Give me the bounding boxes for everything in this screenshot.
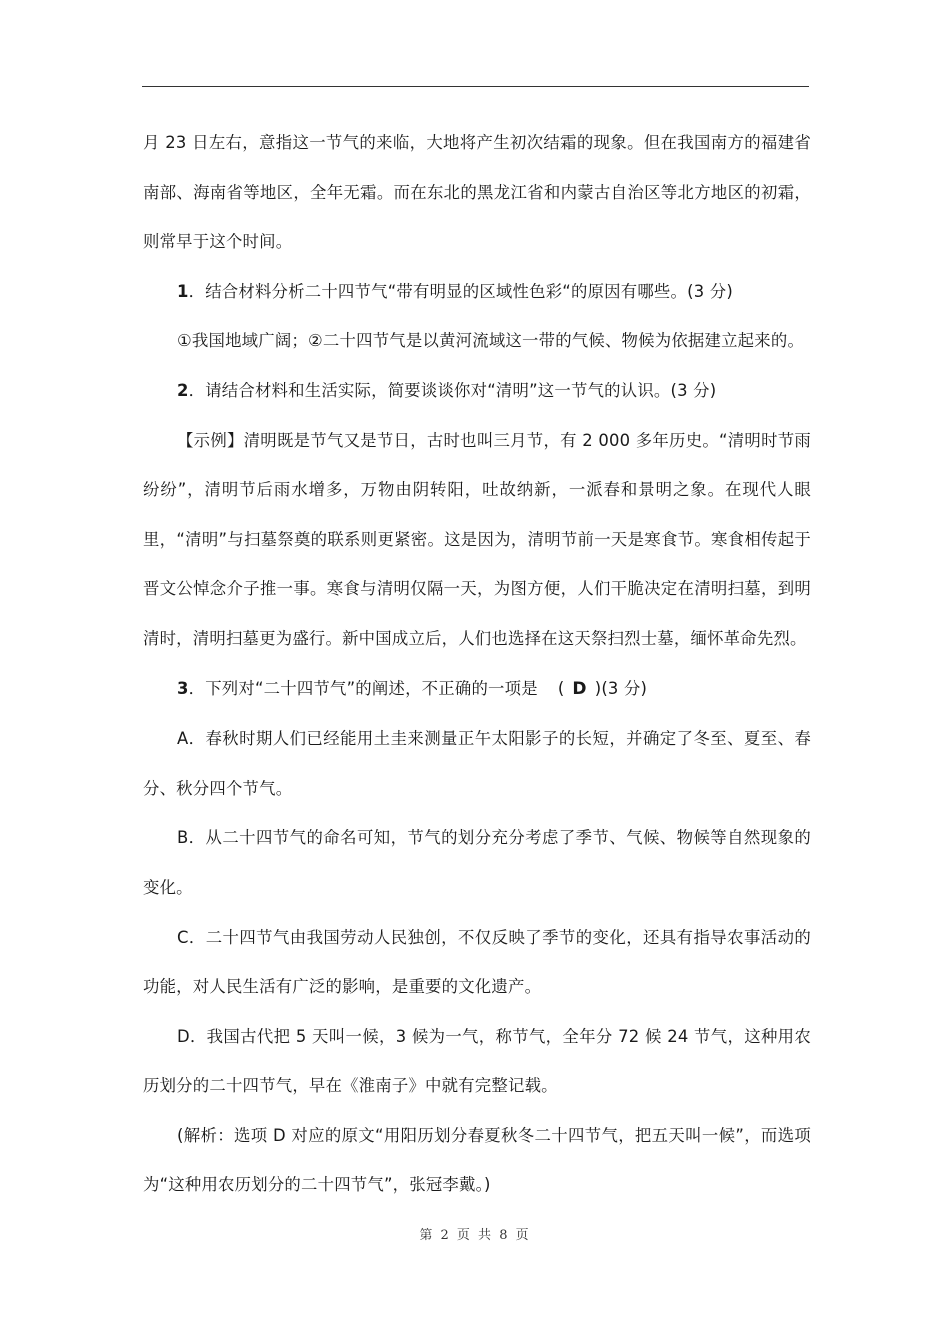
- option-d: D．我国古代把 5 天叫一候，3 候为一气，称节气，全年分 72 候 24 节气，这种用农历划分的二十四节气，早在《淮南子》中就有完整记载。: [143, 1026, 811, 1096]
- document-body: [143, 118, 811, 1210]
- option-a: A．春秋时期人们已经能用土圭来测量正午太阳影子的长短，并确定了冬至、夏至、春分、秋分四个节气。: [143, 729, 811, 798]
- header-rule: [142, 86, 809, 87]
- question-1-text: ．结合材料分析二十四节气“带有明显的区域性色彩“的原因有哪些。(3 分): [188, 281, 733, 301]
- question-3-number: 3: [177, 678, 189, 698]
- answer-paren-open: (: [557, 678, 565, 698]
- page-number: 第 2 页 共 8 页: [419, 1228, 531, 1243]
- question-3: [143, 664, 811, 715]
- question-2-answer: 【示例】清明既是节气又是节日，古时也叫三月节，有 2 000 多年历史。“清明时节雨纷纷”，清明节后雨水增多，万物由阴转阳，吐故纳新，一派春和景明之象。在现代人眼里，“清明”与扫墓祭奠的联系则更紧密。这是因为，清明节前一天是寒食节。寒食相传起于晋文公悼念介子推一事。寒食与清明仅隔一天，为图方便，人们干脆决定在清明扫墓，到明清时，清明扫墓更为盛行。新中国成立后，人们也选择在这天祭扫烈士墓，缅怀革命先烈。: [143, 430, 811, 648]
- answer-paren-close: )(3 分): [594, 678, 648, 698]
- question-2: [143, 366, 811, 416]
- question-3-explanation: (解析：选项 D 对应的原文“用阳历划分春夏秋冬二十四节气，把五天叫一候”，而选项为“这种用农历划分的二十四节气”，张冠李戴。): [143, 1125, 811, 1195]
- question-1: [143, 267, 811, 317]
- continuation-paragraph: 月 23 日左右，意指这一节气的来临，大地将产生初次结霜的现象。但在我国南方的福建省南部、海南省等地区，全年无霜。而在东北的黑龙江省和内蒙古自治区等北方地区的初霜，则常早于这个时间。: [143, 133, 811, 252]
- question-3-answer: D: [572, 678, 587, 699]
- question-3-text: ．下列对“二十四节气”的阐述，不正确的一项是: [188, 678, 538, 698]
- question-2-number: 2: [177, 380, 189, 400]
- option-c: C．二十四节气由我国劳动人民独创，不仅反映了季节的变化，还具有指导农事活动的功能，对人民生活有广泛的影响，是重要的文化遗产。: [143, 927, 811, 997]
- question-1-answer: ①我国地域广阔；②二十四节气是以黄河流域这一带的气候、物候为依据建立起来的。: [177, 331, 805, 351]
- question-2-text: ．请结合材料和生活实际，简要谈谈你对“清明”这一节气的认识。(3 分): [188, 380, 717, 400]
- question-1-number: 1: [177, 281, 189, 301]
- option-b: B．从二十四节气的命名可知，节气的划分充分考虑了季节、气候、物候等自然现象的变化。: [143, 828, 811, 897]
